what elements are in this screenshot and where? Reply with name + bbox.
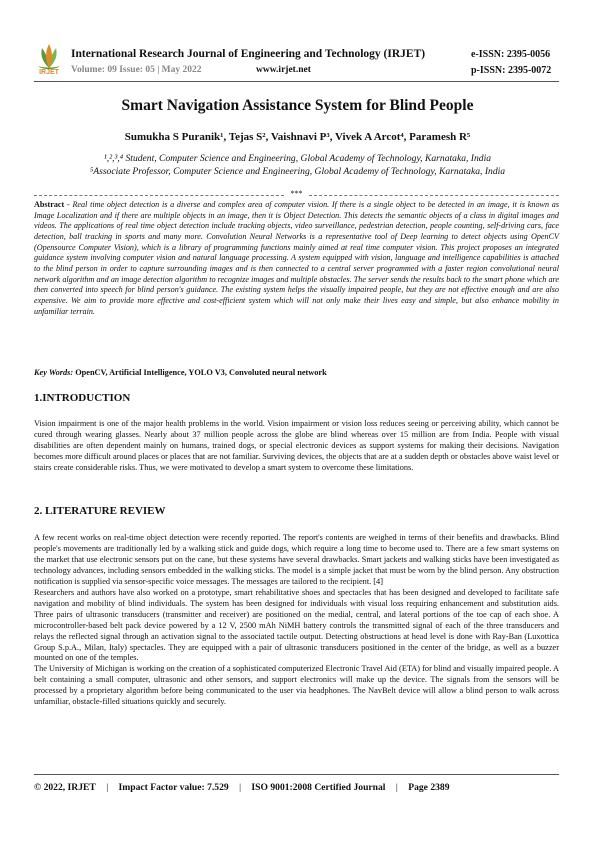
affiliation-students: ¹,²,³,⁴ Student, Computer Science and Engineering, Global Academy of Technology, Karnataka, India — [103, 153, 492, 164]
footer-separator: | — [106, 782, 109, 793]
page-footer — [34, 782, 559, 793]
footer-page-number: Page 2389 — [408, 782, 450, 793]
footer-iso: ISO 9001:2008 Certified Journal — [251, 782, 386, 793]
affiliation-professor: ⁵Associate Professor, Computer Science and Engineering, Global Academy of Technology, Karnataka, India — [89, 166, 506, 177]
keywords-list: OpenCV, Artificial Intelligence, YOLO V3, Convoluted neural network — [75, 368, 327, 377]
volume-issue: Volume: 09 Issue: 05 | May 2022 — [71, 65, 202, 75]
introduction-paragraph: Vision impairment is one of the major health problems in the world. Vision impairment or vision loss reduces seeing or perceiving ability, which cannot be cured through wearing glasses. Nearly about 37 million people across the globe are blind whereas over 15 million are from India. People with visual disabilities are often dependent mainly on humans, trained dogs, or special electronic devices as support systems for making their decisions. Navigation becomes more difficult around places or places that are not familiar. Surviving devices, the objects that are at a sudden depth or obstacles above waist level or stairs create considerable risks. Thus, we were motivated to develop a smart system to overcome these limitations. — [34, 419, 559, 472]
separator-mark: *** — [290, 189, 303, 198]
literature-paragraph-2: Researchers and authors have also worked on a prototype, smart rehabilitative shoes and spectacles that has been designed and developed to facilitate safe navigation and mobility of blind individuals. The system has been designed for individuals with visual loss requiring enhancement and substitution aids. Three pairs of ultrasonic transducers (transmitter and receiver) are positioned on the medial, central, and lateral portions of the toe cap of each shoe. A microcontroller-based belt pack device powered by a 12 V, 2500 mAh NiMH battery controls the transmitted signal of each of the three transducers and relays the reflected signal through an activation signal to the associated tactile output. Detecting obstructions at head level is done with Ray-Ban (Luxottica Group S.p.A., Milan, Italy) spectacles. They are equipped with a pair of ultrasonic transducers positioned in the center of the bridge, as well as a buzzer mounted on one of the temples. — [34, 587, 559, 663]
section-heading-introduction: 1.INTRODUCTION — [34, 392, 131, 404]
section-separator — [34, 190, 559, 200]
abstract-label: Abstract — [34, 200, 65, 209]
footer-copyright: © 2022, IRJET — [34, 782, 96, 793]
journal-website-link[interactable]: www.irjet.net — [256, 65, 311, 75]
logo-text: IRJET — [39, 69, 59, 76]
literature-paragraph-1: A few recent works on real-time object detection were recently reported. The report's contents are weighed in terms of their benefits and drawbacks. Blind people's movements are traditionally led by a walking stick and guide dogs, which require a long time to become used to. There are a few smart systems on the market that use electronic sensors put on the cane, but these systems have several drawbacks. Smart jackets and walking sticks have been investigated as technology advances, including sensors embedded in the walking sticks. The model is a simple jacket that must be worn by the blind person. Any obstruction notification is supplied via sensor-specific voice messages. The messages are tailored to the recipient. [4] — [34, 533, 559, 586]
literature-review-body — [34, 533, 559, 708]
literature-paragraph-3: The University of Michigan is working on the creation of a sophisticated computerized Electronic Travel Aid (ETA) for blind and visually impaired people. A belt containing a small computer, ultrasonic and other sensors, and support electronics will make up the device. The signals from the sensors will be processed by a proprietary algorithm before being communicated to the user via headphones. The NavBelt device will allow a blind person to walk across unfamiliar, obstacle-filled situations quickly and securely. — [34, 664, 559, 707]
abstract-text: - Real time object detection is a diverse and complex area of computer vision. If there is a single object to be detected in an image, it is known as Image Localization and if there are multiple objects in an image, then it is Object Detection. This detects the semantic objects of a class in digital images and videos. The applications of real time object detection include tracking objects, video surveillance, pedestrian detection, people counting, self-driving cars, face detection, ball tracking in sports and many more. Convolution Neural Networks is a representative tool of Deep learning to detect objects using OpenCV (Opensource Computer Vision), which is a library of programming functions mainly aimed at real time computer vision. This project proposes an integrated guidance system involving computer vision and natural language processing. A system equipped with vision, language and intelligence capabilities is attached to the blind person in order to capture surrounding images and is then connected to a central server programmed with a faster region convolutional neural network algorithm and an image detection algorithm to recognize images and multiple obstacles. The server sends the results back to the smart phone which are then converted into speech for blind person's guidance. The existing system helps the visually impaired people, but they are not effective enough and are also expensive. We aim to provide more effective and cost-efficient system which will not only make their lives easy and simple, but also enhance mobility in unfamiliar terrain. — [34, 200, 559, 316]
keywords — [34, 368, 559, 377]
abstract — [34, 200, 559, 317]
section-heading-literature-review: 2. LITERATURE REVIEW — [34, 505, 166, 517]
e-issn: e-ISSN: 2395-0056 — [471, 49, 551, 60]
footer-separator: | — [395, 782, 398, 793]
footer-impact-factor: Impact Factor value: 7.529 — [118, 782, 229, 793]
footer-divider — [34, 774, 559, 775]
paper-title: Smart Navigation Assistance System for Blind People — [121, 97, 474, 114]
journal-title: International Research Journal of Engineering and Technology (IRJET) — [71, 48, 426, 60]
footer-separator: | — [239, 782, 242, 793]
keywords-label: Key Words: — [34, 368, 74, 377]
journal-logo — [34, 42, 64, 80]
author-list: Sumukha S Puranik¹, Tejas S², Vaishnavi P³, Vivek A Arcot⁴, Paramesh R⁵ — [124, 131, 471, 143]
header-divider — [34, 81, 559, 82]
p-issn: p-ISSN: 2395-0072 — [471, 65, 552, 76]
